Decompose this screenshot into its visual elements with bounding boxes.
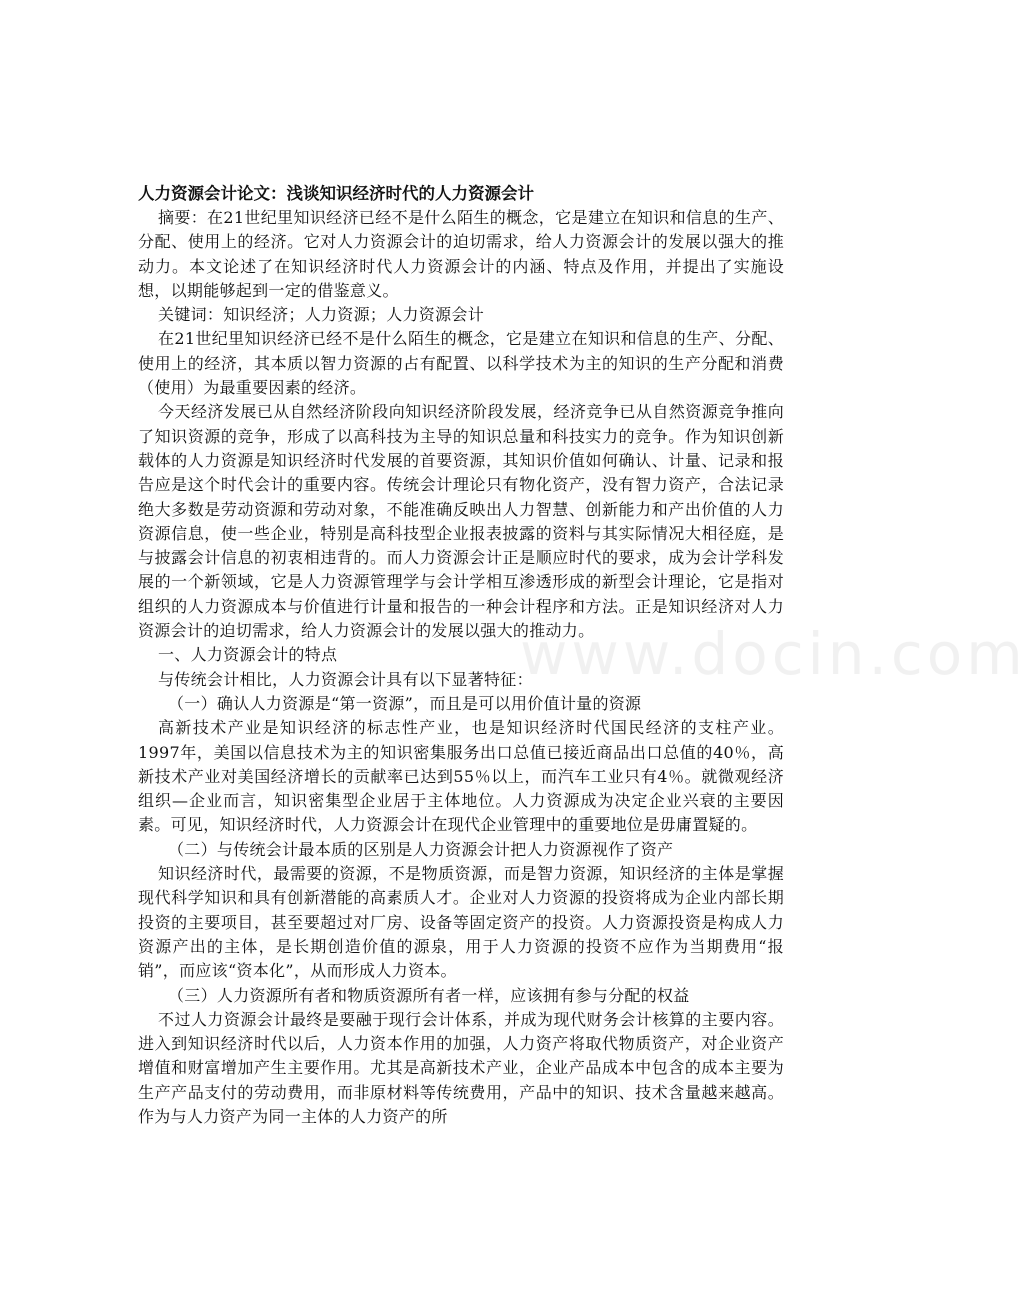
document-page (138, 181, 784, 1129)
body-paragraph-1: 在21世纪里知识经济已经不是什么陌生的概念，它是建立在知识和信息的生产、分配、使用上的经济，其本质以智力资源的占有配置、以科学技术为主的知识的生产分配和消费（使用）为最重要因素的经济。 (138, 329, 784, 398)
document-title: 人力资源会计论文：浅谈知识经济时代的人力资源会计 (138, 184, 534, 203)
subsection-heading-3: （三）人力资源所有者和物质资源所有者一样，应该拥有参与分配的权益 (168, 985, 690, 1005)
abstract-paragraph: 摘要：在21世纪里知识经济已经不是什么陌生的概念，它是建立在知识和信息的生产、分配、使用上的经济。它对人力资源会计的迫切需求，给人力资源会计的发展以强大的推动力。本文论述了在知识经济时代人力资源会计的内涵、特点及作用，并提出了实施设想，以期能够起到一定的借鉴意义。 (138, 208, 784, 300)
subsection-paragraph-2: 知识经济时代，最需要的资源，不是物质资源，而是智力资源，知识经济的主体是掌握现代科学知识和具有创新潜能的高素质人才。企业对人力资源的投资将成为企业内部长期投资的主要项目，甚至要超过对厂房、设备等固定资产的投资。人力资源投资是构成人力资源产出的主体，是长期创造价值的源泉，用于人力资源的投资不应作为当期费用“报销”，而应该“资本化”，从而形成人力资本。 (138, 864, 784, 981)
keywords-line: 关键词：知识经济；人力资源；人力资源会计 (158, 305, 485, 325)
section-heading-1: 一、人力资源会计的特点 (158, 645, 338, 665)
subsection-heading-2: （二）与传统会计最本质的区别是人力资源会计把人力资源视作了资产 (168, 839, 674, 859)
section-intro-1: 与传统会计相比，人力资源会计具有以下显著特征： (158, 669, 533, 689)
subsection-paragraph-1: 高新技术产业是知识经济的标志性产业，也是知识经济时代国民经济的支柱产业。1997年，美国以信息技术为主的知识密集服务出口总值已接近商品出口总值的40％，高新技术产业对美国经济增长的贡献率已达到55％以上，而汽车工业只有4％。就微观经济组织—企业而言，知识密集型企业居于主体地位。人力资源成为决定企业兴衰的主要因素。可见，知识经济时代，人力资源会计在现代企业管理中的重要地位是毋庸置疑的。 (138, 718, 784, 835)
subsection-heading-1: （一）确认人力资源是“第一资源”，而且是可以用价值计量的资源 (168, 693, 642, 713)
watermark: www.docin.com (520, 620, 1027, 688)
subsection-paragraph-3: 不过人力资源会计最终是要融于现行会计体系，并成为现代财务会计核算的主要内容。进入到知识经济时代以后，人力资本作用的加强，人力资产将取代物质资产，对企业资产增值和财富增加产生主要作用。尤其是高新技术产业，企业产品成本中包含的成本主要为生产产品支付的劳动费用，而非原材料等传统费用，产品中的知识、技术含量越来越高。作为与人力资产为同一主体的人力资产的所 (138, 1009, 784, 1126)
body-paragraph-2: 今天经济发展已从自然经济阶段向知识经济阶段发展，经济竞争已从自然资源竞争推向了知识资源的竞争，形成了以高科技为主导的知识总量和科技实力的竞争。作为知识创新载体的人力资源是知识经济时代发展的首要资源，其知识价值如何确认、计量、记录和报告应是这个时代会计的重要内容。传统会计理论只有物化资产，没有智力资产，合法记录绝大多数是劳动资源和劳动对象，不能准确反映出人力智慧、创新能力和产出价值的人力资源信息，使一些企业，特别是高科技型企业报表披露的资料与其实际情况大相径庭，是与披露会计信息的初衷相违背的。而人力资源会计正是顺应时代的要求，成为会计学科发展的一个新领域，它是人力资源管理学与会计学相互渗透形成的新型会计理论，它是指对组织的人力资源成本与价值进行计量和报告的一种会计程序和方法。正是知识经济对人力资源会计的迫切需求，给人力资源会计的发展以强大的推动力。 (138, 402, 784, 641)
